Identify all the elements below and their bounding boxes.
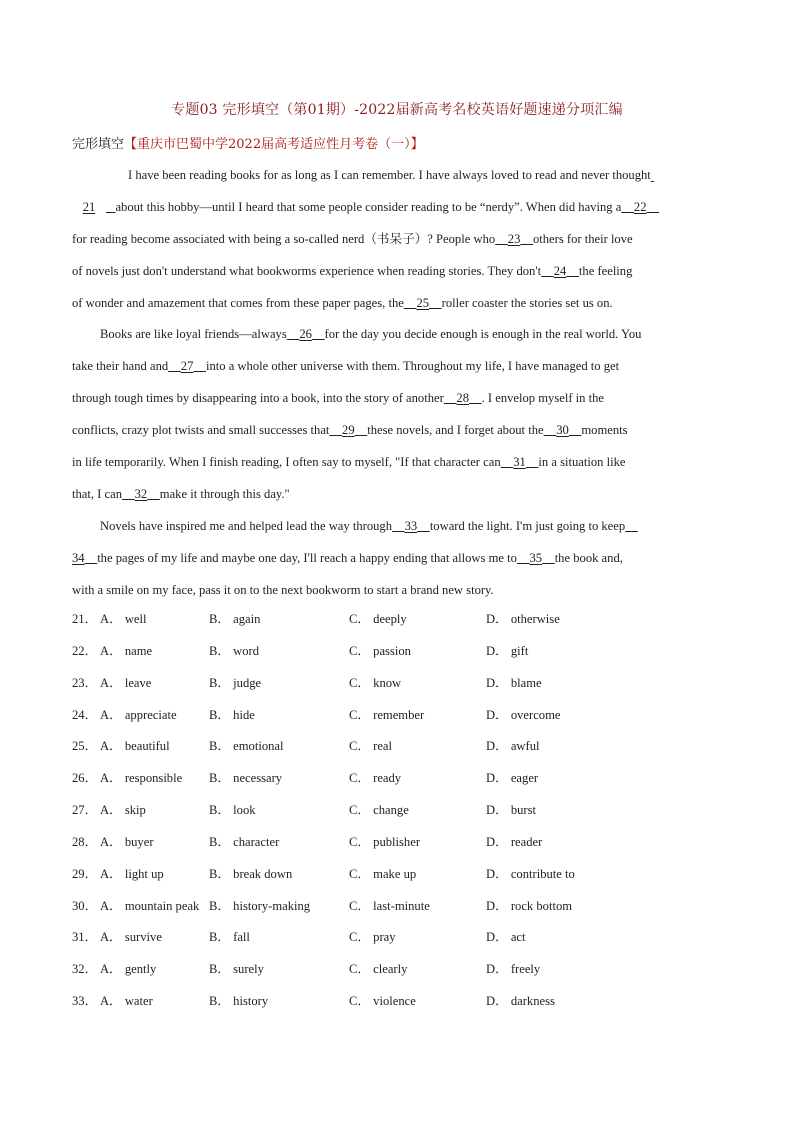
section-label: 完形填空 [72,137,125,152]
blank-35: 35 [529,550,543,565]
option-c[interactable]: C． deeply [349,612,407,626]
answer-options [72,604,732,1018]
question-row: 32． A． gently B． surely C． clearly D． freely [72,954,732,986]
question-row: 24． A． appreciate B． hide C． remember D． overcome [72,700,732,732]
option-d[interactable]: D． gift [486,643,529,658]
option-d[interactable]: D． darkness [486,994,555,1009]
passage-line: take their hand and 27 into a whole other universe with them. Throughout my life, I have managed to get [72,351,724,383]
option-b[interactable]: B． break down [209,866,293,881]
source-reference: 【重庆市巴蜀中学2022届高考适应性月考卷（一）】 [124,137,424,152]
blank-31: 31 [513,455,526,470]
passage-line: 34 the pages of my life and maybe one day, I'll reach a happy ending that allows me to 35 the book and, [72,543,724,575]
blank-27: 27 [180,359,194,374]
passage-line: I have been reading books for as long as I can remember. I have always loved to read and never thought [128,168,651,182]
option-c[interactable]: C． make up [349,866,417,881]
blank-24: 24 [553,263,567,278]
option-a[interactable]: A． gently [100,962,157,977]
option-d[interactable]: D． overcome [486,707,561,722]
option-d[interactable]: D． reader [486,834,543,849]
option-a[interactable]: A． survive [100,930,162,945]
option-b[interactable]: B． word [209,643,260,658]
question-row: 29． A． light up B． break down C． make up D． contribute to [72,859,732,891]
option-d[interactable]: D． act [486,930,526,945]
option-c[interactable]: C． change [349,803,409,818]
option-a[interactable]: A． leave [100,675,152,690]
question-row: 27． A． skip B． look C． change D． burst [72,795,732,827]
option-b[interactable]: B． character [209,834,280,849]
blank-33: 33 [404,518,418,533]
passage-line: 21 about this hobby—until I heard that some people consider reading to be “nerdy”. When did having a 22 [72,192,724,224]
option-a[interactable]: A． well [100,612,147,626]
option-c[interactable]: C． ready [349,771,402,786]
question-row: 30． A． mountain peak B． history-making C． last-minute D． rock bottom [72,891,732,923]
option-d[interactable]: D． blame [486,675,542,690]
blank-25: 25 [416,295,430,310]
option-c[interactable]: C． know [349,675,402,690]
blank-34: 34 [72,550,85,565]
option-a[interactable]: A． name [100,643,153,658]
passage-line: through tough times by disappearing into a book, into the story of another 28 . I envelop myself in the [72,383,724,415]
option-a[interactable]: A． skip [100,803,146,818]
option-b[interactable]: B． hide [209,707,255,722]
question-row: 25． A． beautiful B． emotional C． real D． awful [72,731,732,763]
option-d[interactable]: D． rock bottom [486,898,573,913]
blank-30: 30 [556,423,569,438]
passage-line: of novels just don't understand what bookworms experience when reading stories. They don't 24 the feeling [72,256,724,288]
option-a[interactable]: A． water [100,994,153,1009]
option-c[interactable]: C． passion [349,643,411,658]
option-c[interactable]: C． remember [349,707,425,722]
blank-29: 29 [342,423,355,438]
option-b[interactable]: B． fall [209,930,250,945]
option-b[interactable]: B． surely [209,962,264,977]
blank-26: 26 [299,327,312,342]
question-row: 23． A． leave B． judge C． know D． blame [72,668,732,700]
option-c[interactable]: C． clearly [349,962,408,977]
option-a[interactable]: A． buyer [100,834,154,849]
option-d[interactable]: D． awful [486,739,540,754]
blank-32: 32 [134,486,148,501]
option-c[interactable]: C． pray [349,930,396,945]
passage-line: for reading become associated with being a so-called nerd（书呆子）? People who 23 others for their love [72,224,724,256]
question-row: 22． A． name B． word C． passion D． gift [72,636,732,668]
option-b[interactable]: B． judge [209,675,262,690]
question-row: 28． A． buyer B． character C． publisher D． reader [72,827,732,859]
blank-23: 23 [507,231,521,246]
option-a[interactable]: A． appreciate [100,707,177,722]
option-b[interactable]: B． history [209,994,269,1009]
passage-line: Books are like loyal friends—always 26 for the day you decide enough is enough in the real world. You [72,319,724,351]
passage-line: Novels have inspired me and helped lead the way through 33 toward the light. I'm just going to keep [72,511,724,543]
option-b[interactable]: B． necessary [209,771,283,786]
passage-line: of wonder and amazement that comes from these paper pages, the 25 roller coaster the stories set us on. [72,288,724,320]
option-b[interactable]: B． history-making [209,898,311,913]
passage-line: that, I can 32 make it through this day." [72,479,724,511]
blank-21: 21 [82,199,96,214]
option-c[interactable]: C． last-minute [349,898,430,913]
option-d[interactable]: D． freely [486,962,541,977]
page-title: 专题03 完形填空（第01期）-2022届新高考名校英语好题速递分项汇编 [171,102,623,118]
option-c[interactable]: C． violence [349,994,416,1009]
section-header [72,133,424,152]
option-c[interactable]: C． real [349,739,393,754]
blank-28: 28 [456,391,469,406]
option-a[interactable]: A． beautiful [100,739,170,754]
option-a[interactable]: A． mountain peak [100,898,200,913]
option-c[interactable]: C． publisher [349,834,421,849]
cloze-passage [72,160,724,606]
blank-22: 22 [633,199,647,214]
option-b[interactable]: B． look [209,803,256,818]
question-row: 33． A． water B． history C． violence D． darkness [72,986,732,1018]
question-row: 31． A． survive B． fall C． pray D． act [72,922,732,954]
passage-line: with a smile on my face, pass it on to the next bookworm to start a brand new story. [72,582,494,597]
passage-line: in life temporarily. When I finish reading, I often say to myself, "If that character can 31 in a situation like [72,447,724,479]
option-d[interactable]: D． eager [486,771,539,786]
option-a[interactable]: A． responsible [100,771,183,786]
option-b[interactable]: B． emotional [209,739,284,754]
option-d[interactable]: D． contribute to [486,866,575,881]
question-row: 21． A． well B． again C． deeply D． otherwise [72,604,732,636]
option-a[interactable]: A． light up [100,866,164,881]
option-d[interactable]: D． otherwise [486,612,560,626]
question-row: 26． A． responsible B． necessary C． ready D． eager [72,763,732,795]
passage-line: conflicts, crazy plot twists and small successes that 29 these novels, and I forget about the 30 moments [72,415,724,447]
option-d[interactable]: D． burst [486,803,537,818]
option-b[interactable]: B． again [209,612,261,626]
